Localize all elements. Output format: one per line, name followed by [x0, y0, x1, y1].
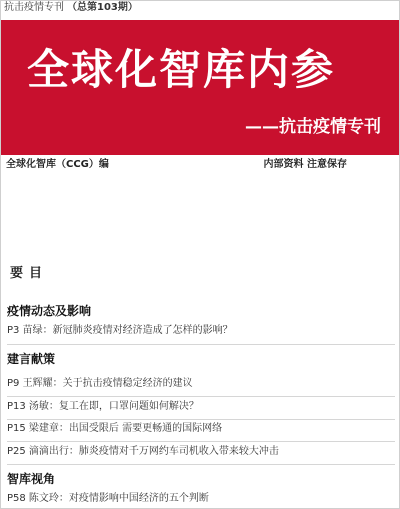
toc-entry[interactable]: P9 王辉耀：关于抗击疫情稳定经济的建议 [7, 378, 193, 389]
bulletin-subtitle: ——抗击疫情专刊 [245, 117, 381, 137]
meta-row [1, 159, 399, 173]
bulletin-title: 全球化智库内参 [27, 45, 336, 94]
issue-number: （总第103期） [67, 2, 138, 13]
divider [7, 344, 395, 345]
toc-section-heading: 建言献策 [7, 352, 56, 366]
divider [7, 396, 395, 397]
toc-section-heading: 疫情动态及影响 [7, 304, 92, 318]
issue-series: 抗击疫情专刊 [4, 2, 64, 13]
classification-label: 内部资料 注意保存 [263, 159, 347, 170]
issue-line [4, 2, 138, 14]
title-banner [1, 20, 399, 155]
divider [7, 441, 395, 442]
toc-title: 要目 [10, 266, 49, 281]
divider [7, 419, 395, 420]
toc-section-heading: 智库视角 [7, 472, 56, 486]
divider [7, 464, 395, 465]
toc-entry[interactable]: P3 苗绿：新冠肺炎疫情对经济造成了怎样的影响？ [7, 325, 233, 336]
publisher-label: 全球化智库（CCG）编 [6, 159, 109, 170]
toc-entry[interactable]: P13 汤敏：复工在即，口罩问题如何解决？ [7, 401, 199, 412]
toc-entry[interactable]: P58 陈文玲：对疫情影响中国经济的五个判断 [7, 493, 209, 504]
toc-entry[interactable]: P15 梁建章：出国受限后 需要更畅通的国际网络 [7, 423, 223, 434]
toc-entry[interactable]: P25 滴滴出行：肺炎疫情对千万网约车司机收入带来较大冲击 [7, 446, 279, 457]
